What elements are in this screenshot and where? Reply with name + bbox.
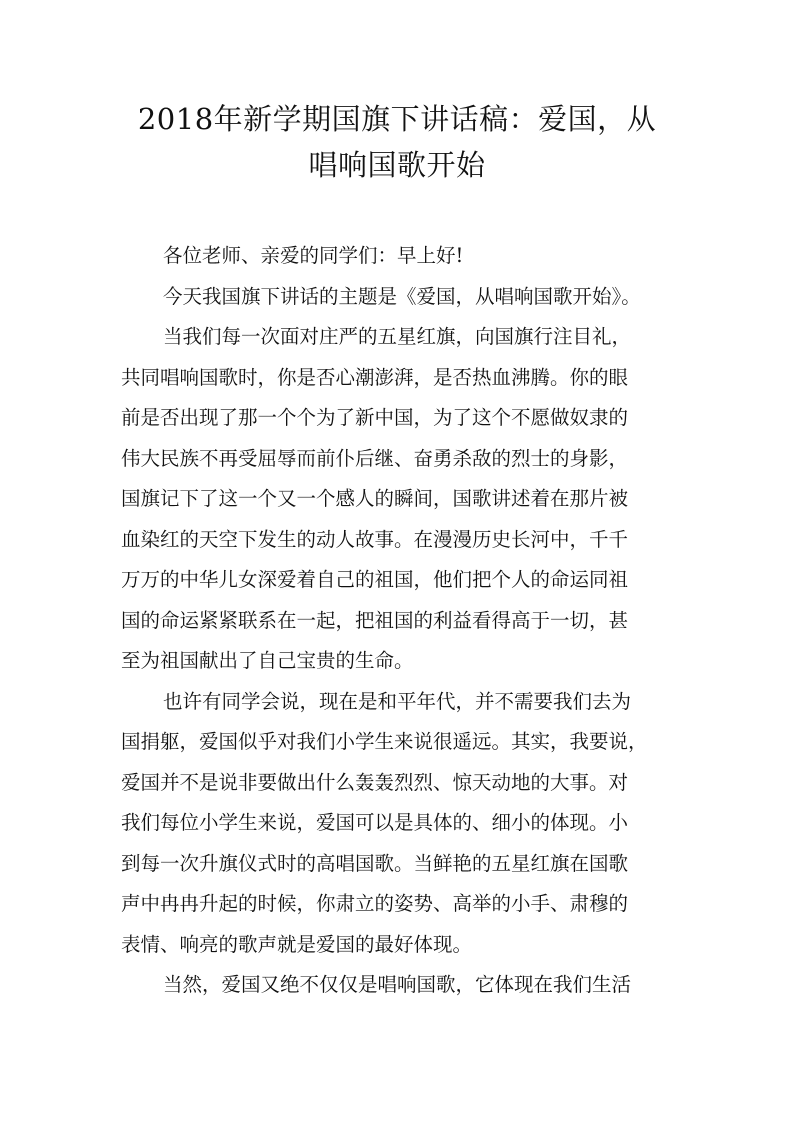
body-line: 声中冉冉升起的时候，你肃立的姿势、高举的小手、肃穆的: [121, 892, 629, 915]
body-line: 当我们每一次面对庄严的五星红旗，向国旗行注目礼，: [163, 325, 632, 348]
body-line: 表情、响亮的歌声就是爱国的最好体现。: [121, 932, 473, 956]
body-line: 到每一次升旗仪式时的高唱国歌。当鲜艳的五星红旗在国歌: [121, 851, 629, 875]
body-line: 至为祖国献出了自己宝贵的生命。: [121, 649, 414, 672]
body-line: 国旗记下了这一个又一个感人的瞬间，国歌讲述着在那片被: [121, 487, 629, 510]
body-line: 我们每位小学生来说，爱国可以是具体的、细小的体现。小: [121, 811, 629, 834]
title-line-2: 唱响国歌开始: [308, 148, 486, 182]
body-line: 血染红的天空下发生的动人故事。在漫漫历史长河中，千千: [121, 527, 629, 551]
body-line: 爱国并不是说非要做出什么轰轰烈烈、惊天动地的大事。对: [121, 770, 629, 794]
body-line: 万万的中华儿女深爱着自己的祖国，他们把个人的命运同祖: [121, 568, 629, 591]
body-line: 伟大民族不再受屈辱而前仆后继、奋勇杀敌的烈士的身影，: [121, 446, 629, 470]
greeting-line: 各位老师、亲爱的同学们：早上好!: [163, 244, 464, 267]
page-title: [110, 96, 684, 188]
topic-line: 今天我国旗下讲话的主题是《爱国，从唱响国歌开始》。: [163, 284, 641, 308]
body-line: 共同唱响国歌时，你是否心潮澎湃，是否热血沸腾。你的眼: [121, 365, 629, 389]
body-line: 国捐躯，爱国似乎对我们小学生来说很遥远。其实，我要说，: [121, 730, 648, 753]
title-line-1: 2018年新学期国旗下讲话稿：爱国，从: [137, 102, 657, 136]
body-line: 也许有同学会说，现在是和平年代，并不需要我们去为: [163, 689, 632, 713]
document-body: [121, 236, 681, 1006]
body-line: 国的命运紧紧联系在一起，把祖国的利益看得高于一切，甚: [121, 608, 629, 632]
body-line: 前是否出现了那一个个为了新中国，为了这个不愿做奴隶的: [121, 406, 629, 429]
body-line: 当然，爱国又绝不仅仅是唱响国歌，它体现在我们生活: [163, 973, 632, 996]
